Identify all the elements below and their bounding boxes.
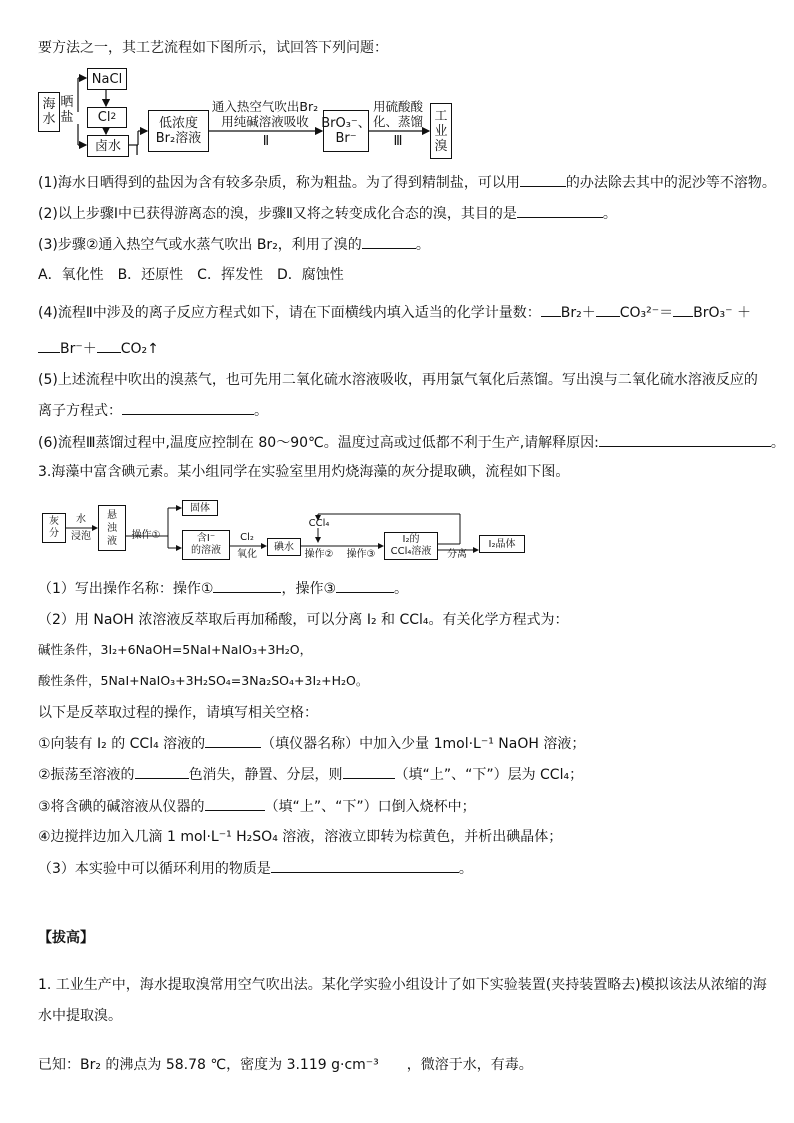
step-d: ④边搅拌边加入几滴 1 mol·L⁻¹ H₂SO₄ 溶液，溶液立即转为棕黄色，并析出碘晶体； (38, 829, 563, 845)
sun-char: 晒 (60, 95, 74, 110)
step2-label: Ⅱ (262, 134, 270, 149)
op1-label: 操作① (131, 530, 161, 541)
q6-text-b: 。 (770, 435, 785, 451)
q5-answer-blank[interactable] (122, 400, 254, 415)
q5-text-b: 离子方程式： (38, 403, 122, 419)
sun-salt-label (59, 95, 75, 125)
product-char-2: 业 (434, 123, 448, 139)
q4-text-a: (4)流程Ⅱ中涉及的离子反应方程式如下，请在下面横线内填入适当的化学计量数： (38, 305, 541, 321)
step-a (38, 733, 585, 754)
cl2-reagent-label: Cl₂ (240, 532, 254, 543)
cl2-box (87, 107, 127, 128)
ash-char-1: 灰 (49, 516, 59, 527)
q1-text-a: (1)海水日晒得到的盐因为含有较多杂质，称为粗盐。为了得到精制盐，可以用 (38, 175, 520, 191)
q3-answer-blank[interactable] (362, 234, 416, 249)
step-b-blank-1[interactable] (135, 764, 189, 779)
question-5: (5)上述流程中吹出的溴蒸气，也可先用二氧化硫水溶液吸收，再用氯气氧化后蒸馏。写出溴与二氧化硫水溶液反应的 (38, 372, 758, 388)
q4-blank-5[interactable] (97, 338, 121, 353)
op3-label: 操作③ (346, 549, 376, 560)
op2-label: 操作② (304, 549, 334, 560)
sub-question-2: （2）用 NaOH 浓溶液反萃取后再加稀酸，可以分离 I₂ 和 CCl₄。有关化学方程式为： (38, 612, 569, 628)
step-b (38, 764, 583, 785)
q1-answer-blank[interactable] (520, 172, 566, 187)
step-b-text-c: （填“上”、“下”）层为 CCl₄； (394, 767, 584, 783)
question-3-options: A．氧化性 B．还原性 C．挥发性 D．腐蚀性 (38, 267, 344, 283)
q6-answer-blank[interactable] (599, 432, 771, 447)
problem-3-intro: 3.海藻中富含碘元素。某小组同学在实验室里用灼烧海藻的灰分提取碘，流程如下图。 (38, 464, 570, 480)
basic-condition-equation: 碱性条件，3I₂+6NaOH=5NaI+NaIO₃+3H₂O， (38, 642, 313, 657)
q3-text-b: 。 (415, 237, 430, 253)
oxidize-label: 氧化 (237, 549, 257, 560)
q2-text-b: 。 (602, 206, 617, 222)
s1-blank-2[interactable] (336, 578, 394, 593)
q1-text-b: 的办法除去其中的泥沙等不溶物。 (565, 175, 776, 191)
known-data: 已知：Br₂ 的沸点为 58.78 ℃，密度为 3.119 g·cm⁻³ ，微溶于水，有毒。 (38, 1057, 533, 1073)
suspension-char-2: 浊 (107, 522, 117, 534)
advanced-question-1: 1. 工业生产中，海水提取溴常用空气吹出法。某化学实验小组设计了如下实验装置(夹持装置略去)模拟该法从浓缩的海 (38, 977, 767, 993)
nacl-box: NaCl (87, 68, 127, 90)
q5-text-c: 。 (254, 403, 268, 419)
step3-label: Ⅲ (393, 134, 403, 149)
step-b-text-a: ②振荡至溶液的 (38, 767, 135, 783)
ash-char-2: 分 (49, 528, 59, 539)
advanced-question-1-cont: 水中提取溴。 (38, 1008, 122, 1024)
intro-text: 要方法之一，其工艺流程如下图所示，试回答下列问题： (38, 40, 388, 56)
question-5-cont (38, 400, 268, 421)
step-a-text-b: （填仪器名称）中加入少量 1mol·L⁻¹ NaOH 溶液； (261, 736, 586, 752)
question-2 (38, 203, 617, 224)
s3-answer-blank[interactable] (271, 858, 459, 873)
seawater-char-1: 海 (42, 97, 56, 112)
s1-text-c: 。 (394, 581, 409, 597)
step-c-text-a: ③将含碘的碱溶液从仪器的 (38, 799, 205, 815)
ccl4-reagent-label: CCl₄ (308, 518, 330, 529)
step-a-blank[interactable] (205, 733, 261, 748)
product-char-1: 工 (434, 108, 448, 124)
product-char-3: 溴 (434, 138, 448, 154)
bromate-box (323, 110, 369, 152)
q3-text-a: (3)步骤②通入热空气或水蒸气吹出 Br₂，利用了溴的 (38, 237, 362, 253)
seawater-box (38, 92, 60, 132)
arrow3-mid-label: 化、蒸馏 (372, 114, 423, 129)
acid-condition-equation: 酸性条件，5NaI+NaIO₃+3H₂SO₄=3Na₂SO₄+3I₂+H₂O。 (38, 673, 369, 688)
step-c-text-b: （填“上”、“下”）口倒入烧杯中； (264, 799, 476, 815)
step-c (38, 796, 476, 817)
question-4-cont (38, 338, 159, 359)
step-c-blank[interactable] (205, 796, 265, 811)
q4-co3: CO₃²⁻＝ (619, 305, 674, 321)
q4-br2: Br₂＋ (560, 305, 596, 321)
q4-co2: CO₂↑ (120, 341, 159, 357)
ash-box (42, 513, 66, 543)
q4-blank-4[interactable] (38, 338, 60, 353)
water-label: 水 (76, 514, 86, 525)
salt-char: 盐 (60, 110, 74, 125)
question-1 (38, 172, 776, 193)
suspension-char-1: 悬 (107, 509, 117, 521)
section-heading: 【拔高】 (38, 930, 94, 946)
bromate-line2: Br⁻ (335, 131, 357, 146)
brine-box: 卤水 (87, 135, 129, 157)
iodide-line1: 含I⁻ (196, 533, 216, 544)
q6-text-a: (6)流程Ⅲ蒸馏过程中,温度应控制在 80～90℃。温度过高或过低都不利于生产,请解释原因: (38, 435, 599, 451)
question-6 (38, 432, 785, 453)
arrow2-top-label: 通入热空气吹出Br₂ (211, 99, 319, 114)
step1-label: Ⅰ (135, 144, 139, 159)
low-bromine-line1: 低浓度 (158, 116, 198, 131)
q4-blank-2[interactable] (596, 302, 620, 317)
low-bromine-line2: Br₂溶液 (155, 131, 202, 146)
q2-text-a: (2)以上步骤Ⅰ中已获得游离态的溴，步骤Ⅱ又将之转变成化合态的溴，其目的是 (38, 206, 517, 222)
suspension-box (98, 505, 126, 551)
cl2-subscript: 2 (110, 112, 117, 122)
arrow2-mid-label: 用纯碱溶液吸收 (221, 114, 309, 129)
suspension-char-3: 液 (107, 535, 117, 547)
question-4 (38, 302, 751, 323)
back-extraction-intro: 以下是反萃取过程的操作，请填写相关空格： (38, 705, 318, 721)
s1-text-a: （1）写出操作名称：操作① (38, 581, 214, 597)
sub-question-1 (38, 578, 408, 599)
q4-blank-3[interactable] (673, 302, 693, 317)
industrial-bromine-box (430, 103, 452, 159)
iodide-solution-box (182, 530, 230, 560)
iodine-ccl4-line1: I₂的 (402, 534, 420, 545)
cl2-text: Cl (97, 110, 111, 125)
solid-box: 固体 (182, 500, 218, 516)
s3-text-a: （3）本实验中可以循环利用的物质是 (38, 861, 271, 877)
q4-br: Br⁻＋ (60, 341, 97, 357)
separate-label: 分离 (447, 549, 467, 560)
iodide-line2: 的溶液 (191, 545, 221, 556)
q4-blank-1[interactable] (541, 302, 561, 317)
s3-text-b: 。 (458, 861, 473, 877)
bromate-line1: BrO₃⁻、 (321, 116, 371, 131)
s1-text-b: ，操作③ (281, 581, 337, 597)
iodine-ccl4-box (384, 532, 438, 560)
q4-bro3: BrO₃⁻ ＋ (693, 305, 751, 321)
soak-label: 浸泡 (71, 531, 91, 542)
step-b-blank-2[interactable] (343, 764, 395, 779)
s1-blank-1[interactable] (213, 578, 281, 593)
iodine-ccl4-line2: CCl₄溶液 (390, 546, 432, 557)
arrow3-top-label: 用硫酸酸 (372, 99, 423, 114)
question-3 (38, 234, 430, 255)
sub-question-3 (38, 858, 473, 879)
seawater-char-2: 水 (42, 112, 56, 127)
iodine-crystal-box: I₂晶体 (479, 535, 525, 553)
step-a-text-a: ①向装有 I₂ 的 CCl₄ 溶液的 (38, 736, 206, 752)
iodine-water-box: 碘水 (267, 538, 301, 556)
low-bromine-box (148, 110, 209, 152)
step-b-text-b: 色消失，静置、分层，则 (188, 767, 343, 783)
q2-answer-blank[interactable] (517, 203, 603, 218)
